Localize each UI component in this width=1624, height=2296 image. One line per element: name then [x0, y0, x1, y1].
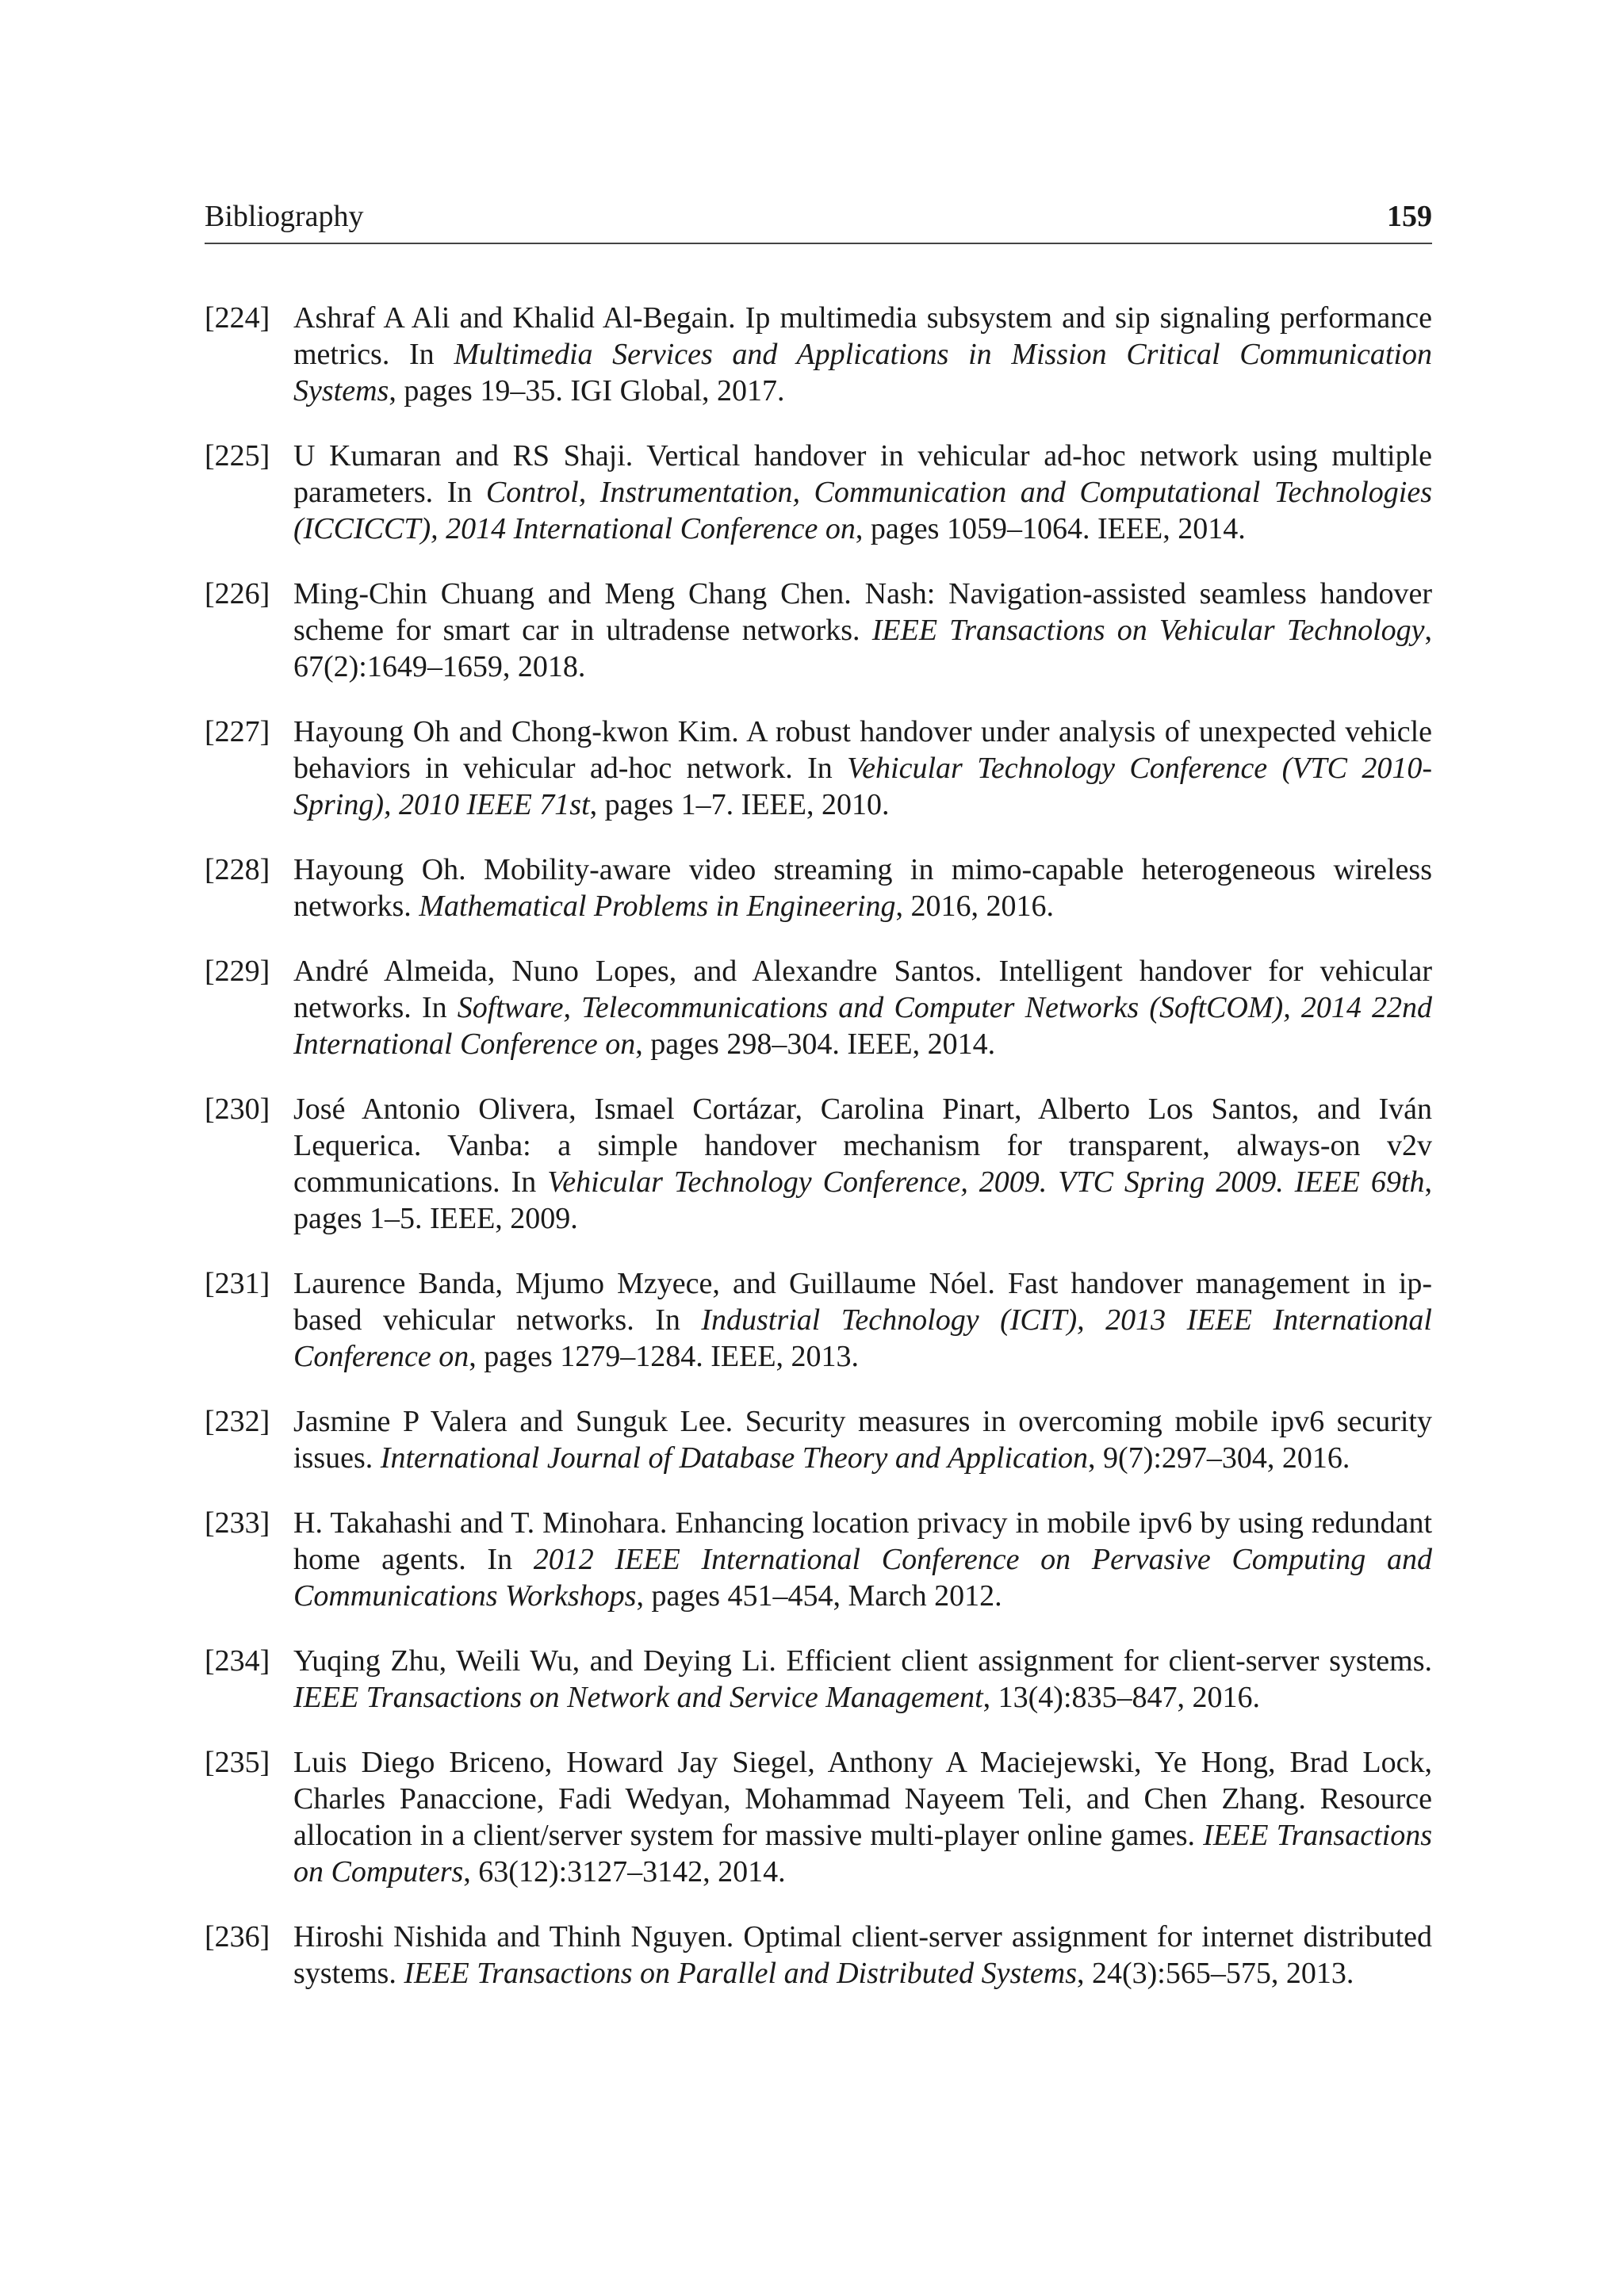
entry-details: , pages 19–35. IGI Global, 2017.	[389, 374, 785, 408]
entry-label: [227]	[205, 715, 270, 748]
entry-text	[293, 438, 1432, 547]
bibliography-entry	[205, 1744, 1432, 1890]
entry-venue: Software, Telecommunications and Computer Networks (SoftCOM), 2014 22nd International Conference on	[293, 991, 1432, 1061]
entry-authors-title: André Almeida, Nuno Lopes, and Alexandre Santos. Intelligent handover for vehicular networks. In	[293, 955, 1432, 1024]
entry-venue: IEEE Transactions on Vehicular Technology	[871, 614, 1425, 647]
entry-label: [232]	[205, 1405, 270, 1438]
entry-venue: International Journal of Database Theory and Application	[380, 1441, 1089, 1475]
entry-details: , pages 1–5. IEEE, 2009.	[293, 1165, 1432, 1235]
entry-text	[293, 300, 1432, 409]
entry-text	[293, 1505, 1432, 1614]
entry-label: [233]	[205, 1506, 270, 1540]
page-number: 159	[1387, 200, 1432, 233]
entry-label: [224]	[205, 301, 270, 335]
entry-authors-title: H. Takahashi and T. Minohara. Enhancing location privacy in mobile ipv6 by using redundant home agents. In	[293, 1506, 1432, 1576]
entry-authors-title: Laurence Banda, Mjumo Mzyece, and Guillaume Nóel. Fast handover management in ip-based vehicular networks. In	[293, 1267, 1432, 1337]
entry-venue: Vehicular Technology Conference, 2009. VTC Spring 2009. IEEE 69th	[547, 1165, 1425, 1199]
entry-label: [229]	[205, 955, 270, 988]
entry-venue: 2012 IEEE International Conference on Pervasive Computing and Communications Workshops	[293, 1543, 1433, 1613]
entry-label: [230]	[205, 1093, 270, 1126]
bibliography-entry	[205, 1265, 1432, 1375]
entry-details: , 67(2):1649–1659, 2018.	[293, 614, 1432, 683]
entry-text	[293, 953, 1432, 1062]
entry-venue: Industrial Technology (ICIT), 2013 IEEE International Conference on	[293, 1303, 1432, 1373]
bibliography-entry	[205, 576, 1432, 685]
entry-text	[293, 1403, 1432, 1476]
entry-authors-title: Hayoung Oh. Mobility-aware video streaming in mimo-capable heterogeneous wireless networks.	[293, 853, 1432, 923]
entry-text	[293, 714, 1432, 823]
entry-authors-title: U Kumaran and RS Shaji. Vertical handover in vehicular ad-hoc network using multiple parameters. In	[293, 439, 1432, 509]
entry-text	[293, 1091, 1432, 1237]
entry-label: [236]	[205, 1920, 270, 1954]
entry-label: [231]	[205, 1267, 270, 1300]
entry-authors-title: Ashraf A Ali and Khalid Al-Begain. Ip multimedia subsystem and sip signaling performance metrics. In	[293, 301, 1432, 371]
bibliography-entry	[205, 1643, 1432, 1716]
entry-authors-title: Luis Diego Briceno, Howard Jay Siegel, Anthony A Maciejewski, Ye Hong, Brad Lock, Charles Panaccione, Fadi Wedyan, Mohammad Nayeem Teli, and Chen Zhang. Resource allocation in a client/server system for massive multi-player online games.	[293, 1746, 1432, 1852]
entry-authors-title: Jasmine P Valera and Sunguk Lee. Security measures in overcoming mobile ipv6 security issues.	[293, 1405, 1432, 1475]
bibliography-entry	[205, 851, 1432, 924]
entry-details: , 2016, 2016.	[895, 890, 1055, 923]
entry-authors-title: José Antonio Olivera, Ismael Cortázar, Carolina Pinart, Alberto Los Santos, and Iván Lequerica. Vanba: a simple handover mechanism for transparent, always-on v2v communications. In	[293, 1093, 1432, 1199]
bibliography-entry	[205, 1403, 1432, 1476]
entry-authors-title: Yuqing Zhu, Weili Wu, and Deying Li. Efficient client assignment for client-server systems.	[293, 1644, 1432, 1678]
bibliography-entry	[205, 1919, 1432, 1992]
entry-text	[293, 1265, 1432, 1375]
entry-text	[293, 1744, 1432, 1890]
bibliography-list	[205, 300, 1432, 2020]
chapter-title: Bibliography	[205, 200, 364, 233]
entry-venue: Mathematical Problems in Engineering	[419, 890, 896, 923]
entry-text	[293, 576, 1432, 685]
entry-text	[293, 1643, 1432, 1716]
entry-venue: IEEE Transactions on Computers	[293, 1819, 1432, 1888]
entry-details: , pages 1279–1284. IEEE, 2013.	[469, 1340, 860, 1373]
bibliography-entry	[205, 300, 1432, 409]
entry-details: , pages 1059–1064. IEEE, 2014.	[855, 512, 1246, 545]
entry-label: [226]	[205, 577, 270, 610]
entry-label: [228]	[205, 853, 270, 886]
entry-text	[293, 1919, 1432, 1992]
bibliography-entry	[205, 1091, 1432, 1237]
entry-details: , pages 1–7. IEEE, 2010.	[589, 788, 890, 821]
entry-details: , 63(12):3127–3142, 2014.	[463, 1855, 786, 1888]
bibliography-entry	[205, 714, 1432, 823]
entry-label: [234]	[205, 1644, 270, 1678]
entry-venue: IEEE Transactions on Parallel and Distributed Systems	[404, 1957, 1077, 1990]
entry-venue: IEEE Transactions on Network and Service Management	[293, 1681, 983, 1714]
entry-venue: Control, Instrumentation, Communication and Computational Technologies (ICCICCT), 2014 International Conference on	[293, 476, 1432, 545]
bibliography-entry	[205, 1505, 1432, 1614]
entry-venue: Multimedia Services and Applications in Mission Critical Communication Systems	[293, 338, 1432, 408]
entry-details: , pages 451–454, March 2012.	[636, 1579, 1002, 1613]
book-page	[205, 0, 1432, 2296]
entry-label: [225]	[205, 439, 270, 473]
running-header	[205, 198, 1432, 244]
entry-authors-title: Ming-Chin Chuang and Meng Chang Chen. Nash: Navigation-assisted seamless handover scheme for smart car in ultradense networks.	[293, 577, 1432, 647]
entry-details: , 24(3):565–575, 2013.	[1077, 1957, 1354, 1990]
entry-text	[293, 851, 1432, 924]
entry-label: [235]	[205, 1746, 270, 1779]
entry-venue: Vehicular Technology Conference (VTC 2010-Spring), 2010 IEEE 71st	[293, 752, 1432, 821]
bibliography-entry	[205, 953, 1432, 1062]
entry-details: , pages 298–304. IEEE, 2014.	[635, 1027, 996, 1061]
entry-authors-title: Hayoung Oh and Chong-kwon Kim. A robust handover under analysis of unexpected vehicle behaviors in vehicular ad-hoc network. In	[293, 715, 1432, 785]
entry-details: , 9(7):297–304, 2016.	[1088, 1441, 1350, 1475]
entry-details: , 13(4):835–847, 2016.	[982, 1681, 1261, 1714]
entry-authors-title: Hiroshi Nishida and Thinh Nguyen. Optimal client-server assignment for internet distributed systems.	[293, 1920, 1432, 1990]
bibliography-entry	[205, 438, 1432, 547]
